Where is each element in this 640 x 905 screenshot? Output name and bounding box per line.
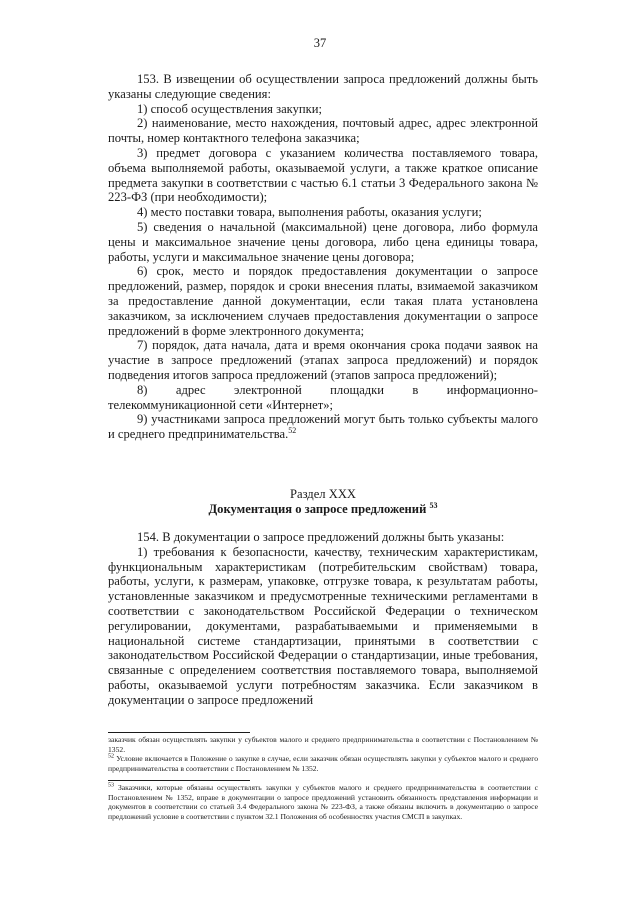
footnote-marker: 52 [108, 753, 114, 760]
paragraph: 154. В документации о запросе предложений должны быть указаны: [137, 530, 505, 544]
footnotes-top [108, 735, 538, 773]
paragraph: 153. В извещении об осуществлении запроса предложений должны быть указаны следующие сведения: [108, 72, 538, 101]
clause-153 [108, 72, 538, 442]
list-item: 8) адрес электронной площадки в информационно-телекоммуникационной сети «Интернет»; [108, 382, 538, 412]
footnote-marker: 53 [108, 782, 114, 789]
footnote-ref-52: 52 [288, 425, 297, 435]
footnote-continuation: заказчик обязан осуществлять закупки у субъектов малого и среднего предпринимательства в соответствии с Постановлением № 1352. [108, 735, 538, 754]
list-item: 5) сведения о начальной (максимальной) цене договора, либо формула цены и максимальное значение цены договора, либо цена единицы товара, работы, услуги и максимальное значение цены договора; [108, 219, 538, 264]
list-item: 2) наименование, место нахождения, почтовый адрес, адрес электронной почты, номер контактного телефона заказчика; [108, 116, 538, 146]
footnote-separator [108, 780, 250, 781]
footnote-52 [108, 754, 538, 773]
list-item: 4) место поставки товара, выполнения работы, оказания услуги; [137, 205, 482, 220]
section-title-text: Документация о запросе предложений [208, 501, 427, 516]
footnote-separator [108, 732, 250, 733]
page-number: 37 [313, 36, 327, 50]
clause-154 [108, 530, 538, 708]
section-title [108, 502, 538, 517]
section-label: Раздел XXX [289, 487, 357, 501]
list-item: 1) способ осуществления закупки; [137, 101, 323, 116]
list-item-text: 9) участниками запроса предложений могут быть только субъекты малого и среднего предпринимательства. [108, 412, 538, 442]
section-heading [108, 487, 538, 517]
footnote-text: Условие включается в Положение о закупке в случае, если заказчик обязан осуществлять закупки у субъектов малого и среднего предпринимательства в соответствии с Постановлением № 1352. [108, 754, 538, 773]
list-item: 3) предмет договора с указанием количества поставляемого товара, объема выполняемой работы, оказываемой услуги, а также краткое описание предмета закупки в соответствии с частью 6.1 статьи 3 Федерального закона № 223-ФЗ (при необходимости); [108, 145, 538, 205]
list-item [108, 412, 538, 442]
footnote-ref-53: 53 [429, 500, 438, 510]
footnote-text: Заказчики, которые обязаны осуществлять закупки у субъектов малого и среднего предпринимательства в соответствии с Постановлением № 1352, вправе в документации о запросе предложений установить обязанность представления информации и документов в соответствии со статьей 3.4 Федерального закона № 223-ФЗ, а также обязаны включить в документацию о запросе предложений условие в соответствии с пунктом 32.1 Положения об особенностях участия СМСП в закупках. [108, 783, 538, 821]
footnote-53 [108, 783, 538, 821]
list-item: 7) порядок, дата начала, дата и время окончания срока подачи заявок на участие в запросе предложений (этапах запроса предложений) и порядок подведения итогов запроса предложений (этапов запроса предложений); [108, 338, 538, 382]
footnotes-bottom [108, 783, 538, 821]
list-item: 6) срок, место и порядок предоставления документации о запросе предложений, размер, порядок и сроки внесения платы, взимаемой заказчиком за предоставление данной документации, если такая плата установлена заказчиком, за исключением случаев предоставления документации о запросе предложений в форме электронного документа; [108, 264, 538, 338]
list-item: 1) требования к безопасности, качеству, техническим характеристикам, функциональным характеристикам (потребительским свойствам) товара, работы, услуги, к размерам, упаковке, отгрузке товара, к результатам работы, установленные заказчиком и предусмотренные техническими регламентами в соответствии с законодательством Российской Федерации о техническом регулировании, документами, разрабатываемыми и применяемыми в национальной системе стандартизации, принятыми в соответствии с законодательством Российской Федерации о стандартизации, иные требования, связанные с определением соответствия поставляемого товара, выполняемой работы, оказываемой услуги потребностям заказчика. Если заказчиком в документации о запросе предложений [108, 544, 538, 707]
